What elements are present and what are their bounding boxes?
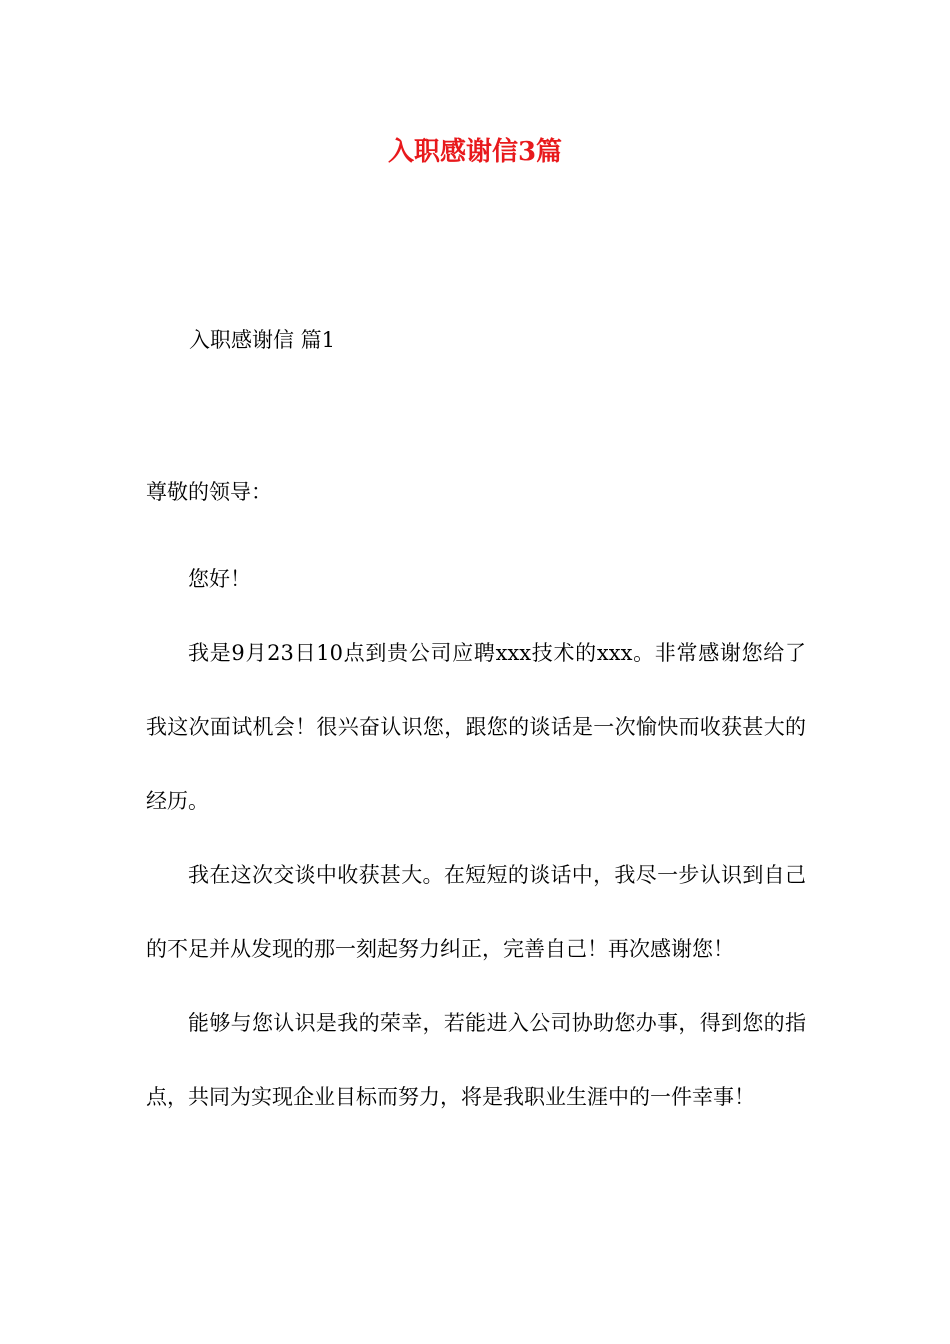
document-title: 入职感谢信3篇: [387, 137, 563, 167]
paragraph-closing-wish: 能够与您认识是我的荣幸，若能进入公司协助您办事，得到您的指点，共同为实现企业目标而努力，将是我职业生涯中的一件幸事！: [146, 1011, 806, 1109]
paragraph-greeting: 您好！: [188, 567, 251, 591]
salutation: 尊敬的领导：: [146, 480, 272, 504]
section-heading: 入职感谢信 篇1: [189, 328, 336, 352]
letter-body: [146, 542, 806, 1134]
paragraph-interview-thanks: 我是9月23日10点到贵公司应聘xxx技术的xxx。非常感谢您给了我这次面试机会！很兴奋认识您，跟您的谈话是一次愉快而收获甚大的经历。: [146, 641, 806, 813]
paragraph-self-reflection: 我在这次交谈中收获甚大。在短短的谈话中，我尽一步认识到自己的不足并从发现的那一刻起努力纠正，完善自己！再次感谢您！: [146, 863, 806, 961]
